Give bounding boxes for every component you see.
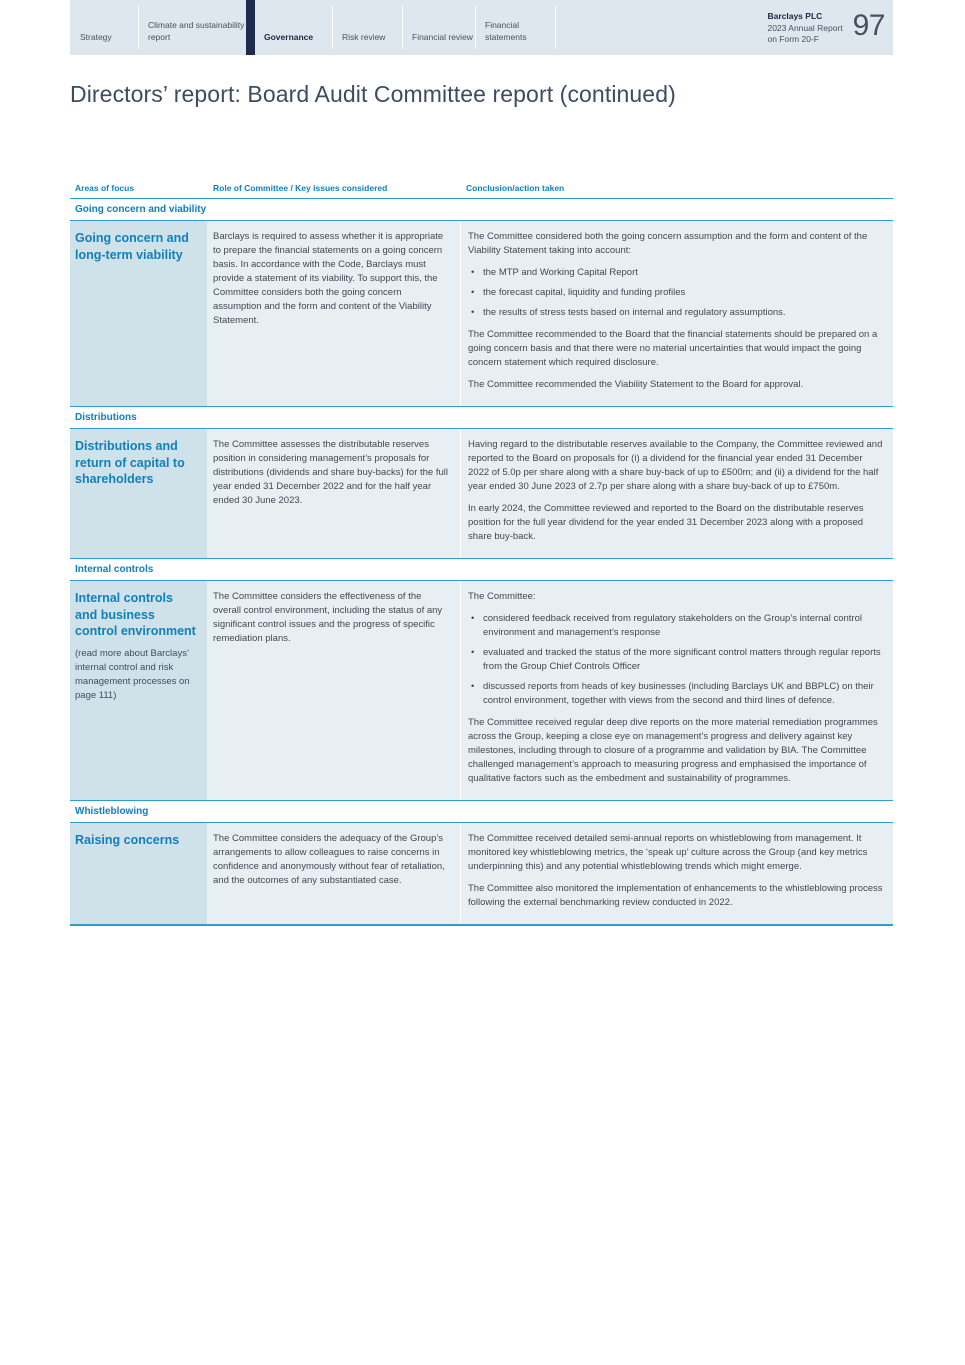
paragraph: Having regard to the distributable reserves available to the Company, the Committee reviewed and reported to the Board on proposals for (i) a dividend for the financial year ended 31 December 2022 of 5.0p per share along with a share buy-back of up to £500m; and (ii) a dividend for the half year ended 30 June 2023 of 2.7p per share along with a share buy-back of up to £750m.: [468, 439, 883, 492]
bullet-list: [468, 266, 883, 320]
page-header: [70, 0, 893, 55]
column-header-conclusion: Conclusion/action taken: [466, 183, 565, 193]
cell-conclusion-action-taken: [460, 581, 893, 800]
cell-role-of-committee: [207, 221, 460, 406]
table-body: [70, 199, 893, 925]
list-item: • evaluated and tracked the status of the more significant control matters through regular reports from the Group Chief Controls Officer: [468, 646, 883, 674]
cell-area-of-focus: [70, 429, 207, 558]
nav-tab-label: Financial review: [412, 31, 473, 42]
paragraph: The Committee recommended the Viability Statement to the Board for approval.: [468, 379, 804, 390]
company-name: Barclays PLC: [767, 11, 823, 21]
cell-area-of-focus: [70, 581, 207, 800]
nav-tab-financial-review[interactable]: [402, 0, 475, 55]
page-title: Directors’ report: Board Audit Committee report (continued): [70, 81, 676, 108]
row-title: Going concern and long-term viability: [75, 231, 189, 262]
cell-conclusion-action-taken: [460, 823, 893, 924]
paragraph: The Committee:: [468, 591, 536, 602]
nav-tab-label: Financial statements: [485, 20, 527, 42]
list-item: • the forecast capital, liquidity and funding profiles: [468, 286, 883, 300]
list-item: • discussed reports from heads of key businesses (including Barclays UK and BBPLC) on their control environment, together with views from the second and third lines of defence.: [468, 680, 883, 708]
table-column-header-row: [70, 183, 893, 199]
table-section-header: Internal controls: [70, 559, 893, 581]
section-nav: [70, 0, 555, 55]
paragraph: The Committee considers the effectiveness of the overall control environment, including the status of any significant control issues and the progress of specific remediation plans.: [213, 591, 443, 644]
nav-spacer: [555, 0, 767, 55]
nav-tab-label: Governance: [264, 31, 314, 42]
report-title-line-2: on Form 20-F: [767, 34, 819, 44]
nav-tab-divider: [246, 0, 255, 55]
row-title: Internal controls and business control environment: [75, 591, 196, 638]
nav-tab-divider: [138, 6, 139, 49]
nav-tab-strategy[interactable]: [70, 0, 138, 55]
paragraph: The Committee received regular deep dive reports on the more material remediation programmes across the Group, keeping a close eye on management’s progress and delivery against key milestones, including through to closure of a programme and validation by BIA. The Committee challenged management’s approach to measuring progress and emphasised the importance of qualitative factors such as the embedment and sustainability of programmes.: [468, 717, 878, 784]
cell-role-of-committee: [207, 823, 460, 924]
table-section-header: Distributions: [70, 407, 893, 429]
list-item: • the results of stress tests based on internal and regulatory assumptions.: [468, 306, 883, 320]
paragraph: The Committee assesses the distributable reserves position in considering management’s proposals for distributions (dividends and share buy-backs) for the full year ended 31 December 2022 and for the half year ended 30 June 2023.: [213, 439, 448, 506]
nav-tab-label: Risk review: [342, 31, 386, 42]
paragraph: In early 2024, the Committee reviewed and reported to the Board on the distributable reserves position for the full year dividend for the year ended 31 December 2023 along with a proposed share buy-back.: [468, 503, 864, 542]
paragraph: The Committee recommended to the Board that the financial statements should be prepared on a going concern basis and that there were no material uncertainties that would impact the going concern statement which required disclosure.: [468, 329, 878, 368]
column-header-role-of-committee: Role of Committee / Key issues considered: [213, 183, 388, 193]
nav-tab-divider: [475, 6, 476, 49]
paragraph: Barclays is required to assess whether it is appropriate to prepare the financial statements on a going concern basis. In accordance with the Code, Barclays must provide a statement of its viability. To support this, the Committee considers both the going concern assumption and the form and content of the Viability Statement.: [213, 231, 444, 326]
nav-tab-financial-statements[interactable]: [475, 0, 555, 55]
table-row: [70, 429, 893, 559]
paragraph: The Committee considers the adequacy of the Group’s arrangements to allow colleagues to raise concerns in confidence and anonymously without fear of retaliation, and the outcomes of any substantiated case.: [213, 833, 445, 886]
cell-role-of-committee: [207, 429, 460, 558]
list-item: • the MTP and Working Capital Report: [468, 266, 883, 280]
nav-tab-divider: [402, 6, 403, 49]
cell-conclusion-action-taken: [460, 429, 893, 558]
table-section-header: Whistleblowing: [70, 801, 893, 823]
table-row: [70, 581, 893, 801]
row-title: Distributions and return of capital to shareholders: [75, 439, 185, 486]
table-row: [70, 221, 893, 407]
bullet-list: [468, 612, 883, 708]
report-meta: [767, 11, 852, 46]
table-row: [70, 823, 893, 925]
cell-role-of-committee: [207, 581, 460, 800]
paragraph: The Committee also monitored the implementation of enhancements to the whistleblowing process following the external benchmarking review conducted in 2022.: [468, 883, 883, 908]
report-title-line-1: 2023 Annual Report: [767, 22, 843, 33]
nav-tab-label: Climate and sustainability report: [148, 20, 245, 42]
row-subnote: (read more about Barclays’ internal control and risk management processes on page 111): [75, 647, 190, 701]
list-item: • considered feedback received from regulatory stakeholders on the Group’s internal control environment and management’s response: [468, 612, 883, 640]
page-number: 97: [852, 9, 885, 42]
cell-area-of-focus: [70, 823, 207, 924]
row-title: Raising concerns: [75, 833, 180, 847]
table-section-header: Going concern and viability: [70, 199, 893, 221]
nav-tab-divider: [332, 6, 333, 49]
report-identity: [767, 0, 893, 55]
nav-tab-label: Strategy: [80, 31, 112, 42]
paragraph: The Committee received detailed semi-annual reports on whistleblowing from management. It monitored key whistleblowing metrics, the ‘speak up’ culture across the Group (and key metrics underpinning this) and any potential whistleblowing trends which might emerge.: [468, 833, 868, 872]
nav-tab-governance[interactable]: [254, 0, 332, 55]
cell-conclusion-action-taken: [460, 221, 893, 406]
paragraph: The Committee considered both the going concern assumption and the form and content of the Viability Statement taking into account:: [468, 231, 868, 256]
nav-tab-risk-review[interactable]: [332, 0, 402, 55]
table-bottom-rule: [70, 925, 893, 926]
cell-area-of-focus: [70, 221, 207, 406]
areas-of-focus-table: [70, 183, 893, 926]
nav-tab-climate-and-sustainability-report[interactable]: [138, 0, 254, 55]
column-header-areas-of-focus: Areas of focus: [75, 183, 135, 193]
